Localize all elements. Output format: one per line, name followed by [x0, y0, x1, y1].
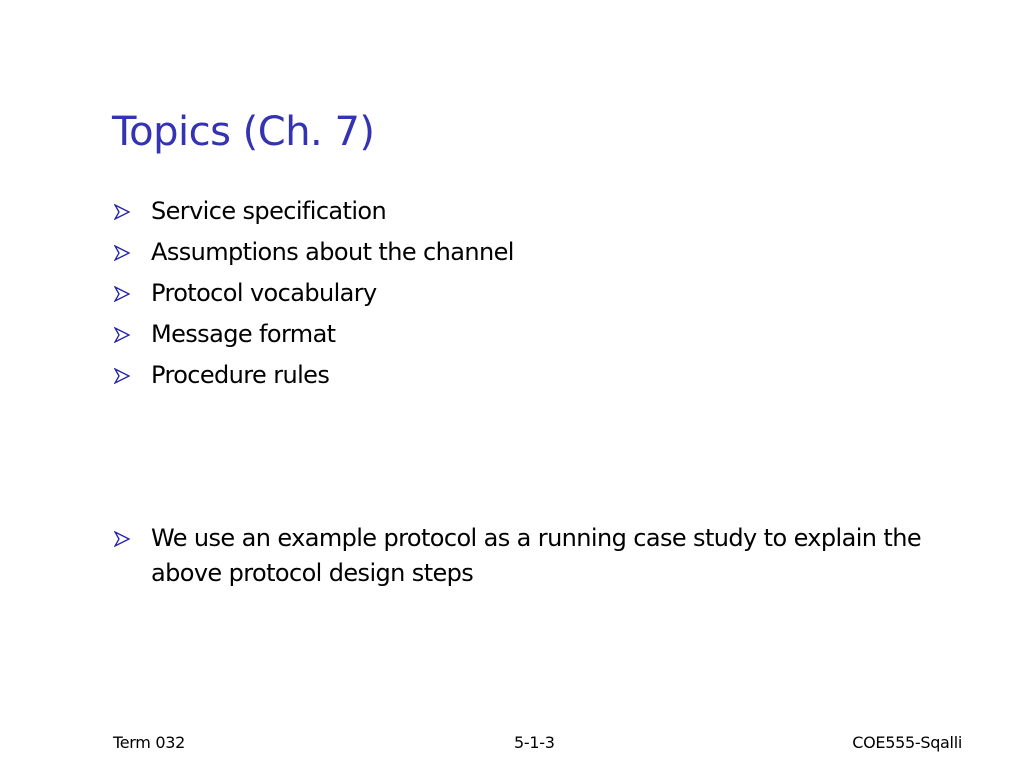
topic-label: Message format [151, 320, 336, 348]
topic-label: Assumptions about the channel [151, 238, 514, 266]
arrowhead-bullet-icon [114, 204, 130, 220]
topic-list [112, 194, 972, 399]
topic-label: Service specification [151, 197, 387, 225]
arrowhead-bullet-icon [114, 368, 130, 384]
topic-item [112, 194, 972, 235]
arrowhead-bullet-icon [114, 286, 130, 302]
footer-slide-number: 5-1-3 [514, 733, 555, 752]
arrowhead-bullet-icon [114, 531, 130, 547]
topic-label: Procedure rules [151, 361, 330, 389]
topic-label: Protocol vocabulary [151, 279, 377, 307]
topic-item [112, 235, 972, 276]
topic-item [112, 317, 972, 358]
topic-item [112, 358, 972, 399]
footer-course: COE555-Sqalli [852, 733, 962, 752]
footer-term: Term 032 [113, 733, 186, 752]
note-item [112, 521, 971, 591]
arrowhead-bullet-icon [114, 245, 130, 261]
slide-title: Topics (Ch. 7) [112, 109, 375, 155]
note-list [112, 521, 972, 591]
topic-item [112, 276, 972, 317]
arrowhead-bullet-icon [114, 327, 130, 343]
note-text: We use an example protocol as a running case study to explain the above protocol design steps [151, 524, 922, 587]
